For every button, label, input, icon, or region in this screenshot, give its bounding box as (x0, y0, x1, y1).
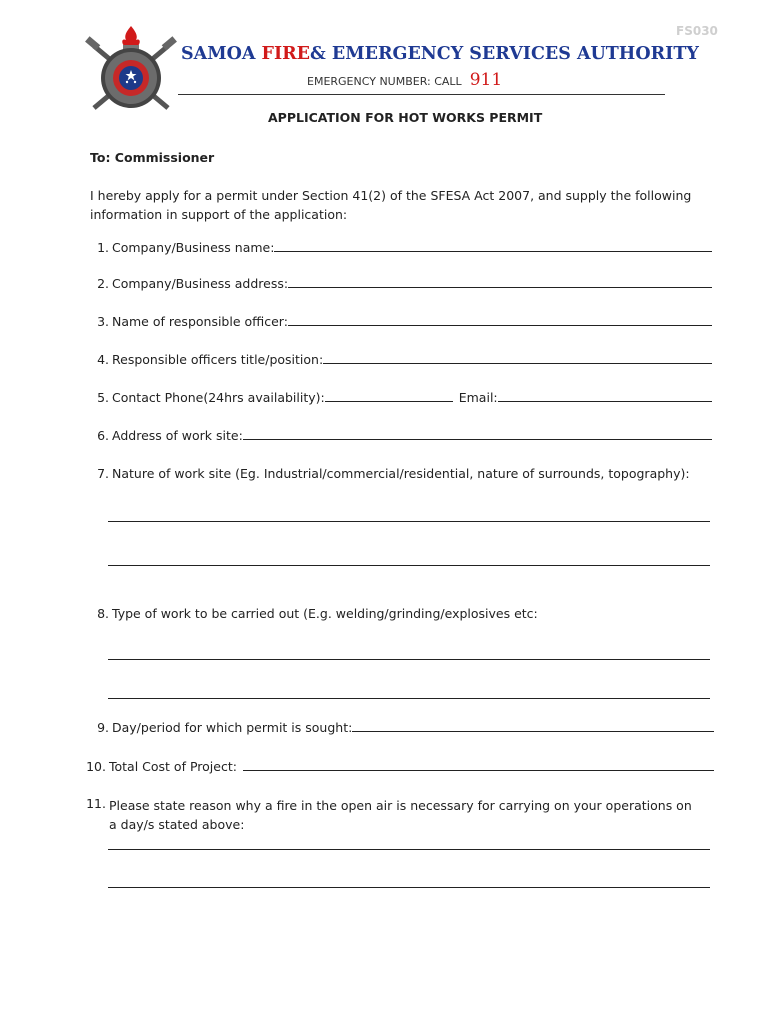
fire-reason-input-line[interactable] (108, 849, 710, 850)
responsible-officer-input-line[interactable] (288, 324, 712, 326)
email-label: Email: (458, 390, 498, 405)
company-name-input-line[interactable] (274, 250, 712, 252)
email-input-line[interactable] (498, 400, 712, 402)
field-label: Contact Phone(24hrs availability): (112, 390, 325, 405)
field-label: Type of work to be carried out (E.g. welding/grinding/explosives etc: (112, 606, 538, 621)
field-label: Company/Business address: (112, 276, 289, 291)
type-of-work-input-line[interactable] (108, 659, 710, 660)
company-address-input-line[interactable] (288, 286, 712, 288)
permit-period-input-line[interactable] (352, 730, 714, 732)
field-label: Nature of work site (Eg. Industrial/commercial/residential, nature of surrounds, topography): (112, 466, 690, 481)
total-cost-input-line[interactable] (243, 769, 714, 771)
addressee: To: Commissioner (90, 150, 215, 165)
emergency-number: 911 (469, 70, 503, 90)
field-label: Responsible officers title/position: (112, 352, 324, 367)
field-officer-title: 4. Responsible officers title/position: (90, 352, 712, 367)
field-label: Address of work site: (112, 428, 243, 443)
fire-reason-input-line[interactable] (108, 887, 710, 888)
field-company-name: 1. Company/Business name: (90, 240, 712, 255)
field-label: Day/period for which permit is sought: (112, 720, 353, 735)
header-divider (178, 94, 665, 95)
officer-title-input-line[interactable] (323, 362, 712, 364)
field-permit-period: 9. Day/period for which permit is sought: (90, 720, 714, 735)
field-label: Company/Business name: (112, 240, 275, 255)
intro-paragraph: I hereby apply for a permit under Section 41(2) of the SFESA Act 2007, and supply the following information in support of the application: (90, 188, 692, 222)
field-number: 11. (86, 796, 106, 811)
contact-phone-input-line[interactable] (325, 400, 453, 402)
field-label: Total Cost of Project: (109, 759, 237, 774)
field-type-of-work: 8. Type of work to be carried out (E.g. welding/grinding/explosives etc: (97, 606, 538, 621)
field-label: Name of responsible officer: (112, 314, 288, 329)
field-responsible-officer: 3. Name of responsible officer: (90, 314, 712, 329)
field-total-cost: 10. Total Cost of Project: (80, 759, 714, 774)
field-company-address: 2. Company/Business address: (90, 276, 712, 291)
fire-service-crest-icon (84, 24, 178, 116)
document-title: APPLICATION FOR HOT WORKS PERMIT (268, 110, 543, 125)
form-code: FS030 (676, 24, 718, 38)
emergency-number-line: EMERGENCY NUMBER: CALL 911 (307, 70, 503, 90)
nature-of-site-input-line[interactable] (108, 565, 710, 566)
organization-title: SAMOA FIRE& EMERGENCY SERVICES AUTHORITY (181, 44, 699, 64)
field-contact: 5. Contact Phone(24hrs availability): Email: (90, 390, 712, 405)
field-work-site-address: 6. Address of work site: (90, 428, 712, 443)
nature-of-site-input-line[interactable] (108, 521, 710, 522)
field-nature-of-site: 7. Nature of work site (Eg. Industrial/commercial/residential, nature of surrounds, topography): (97, 466, 690, 481)
type-of-work-input-line[interactable] (108, 698, 710, 699)
fire-reason-label: Please state reason why a fire in the open air is necessary for carrying on your operations on a day/s stated above: (109, 798, 692, 832)
work-site-address-input-line[interactable] (243, 438, 712, 440)
